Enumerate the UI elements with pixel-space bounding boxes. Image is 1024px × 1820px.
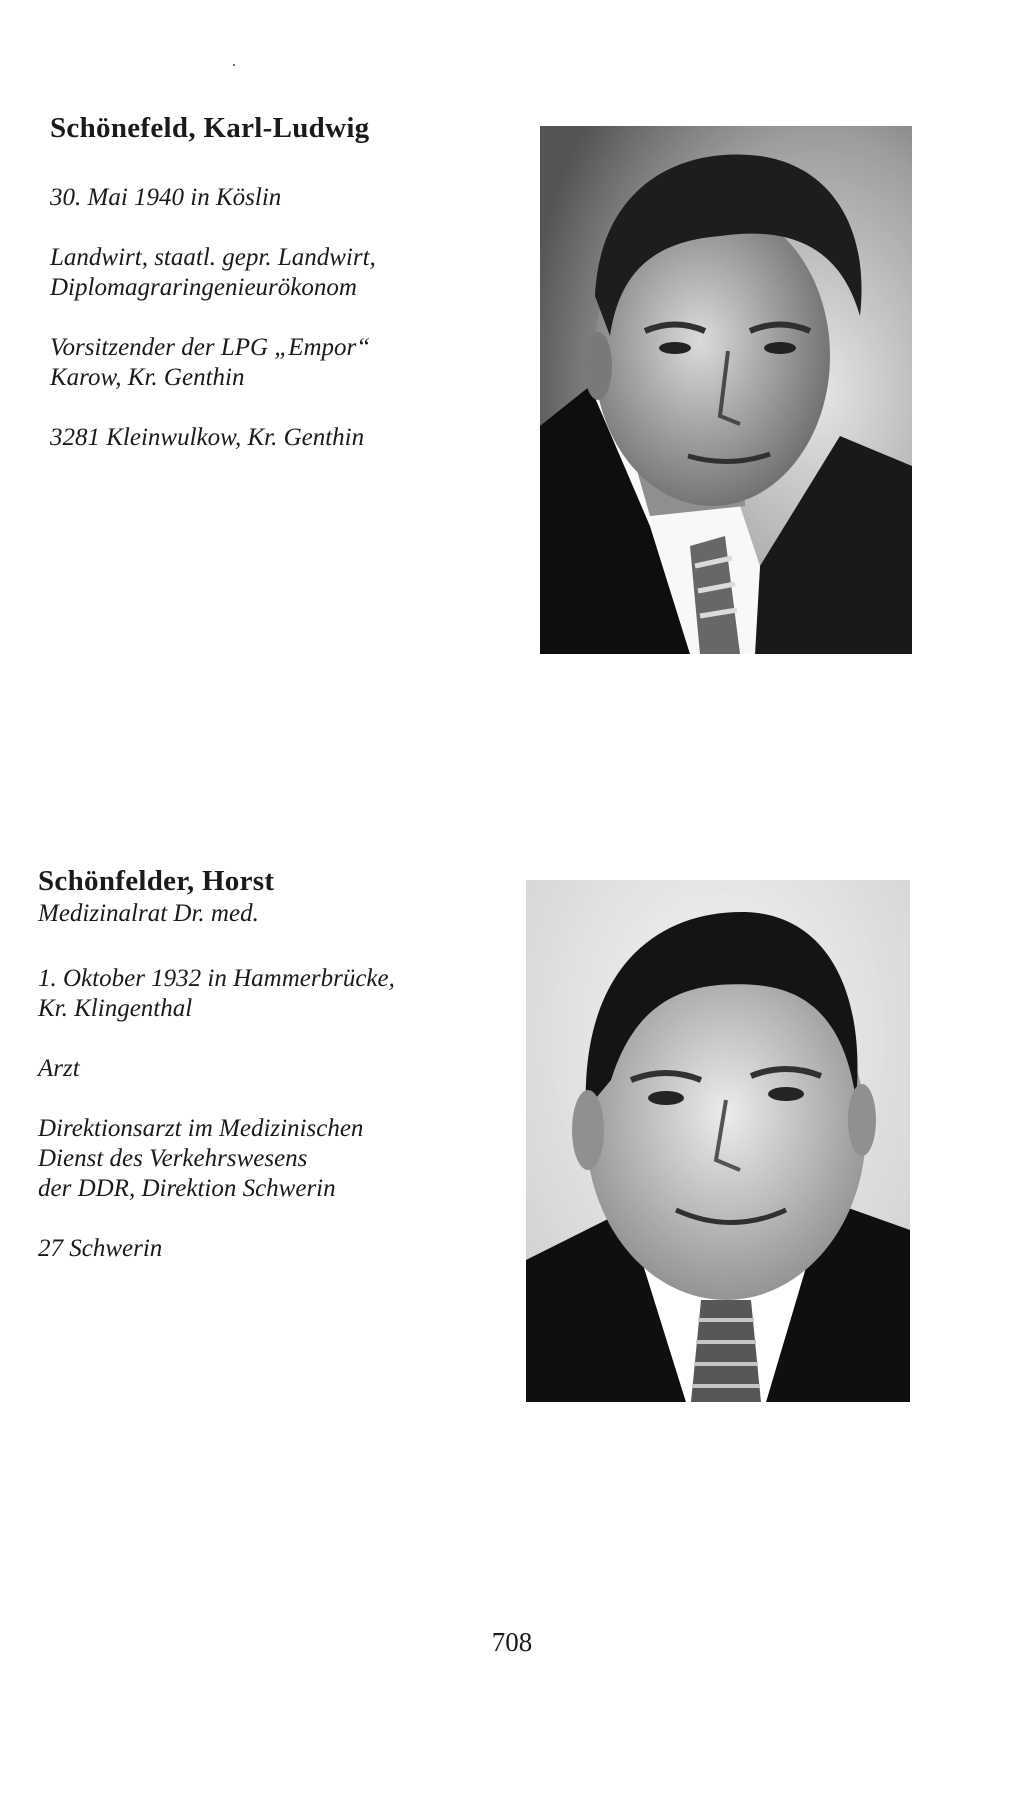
text-line: Direktionsarzt im Medizinischen [38, 1115, 364, 1142]
entry-profession [50, 243, 450, 303]
text-line: Landwirt, staatl. gepr. Landwirt, [50, 244, 376, 271]
portrait-photo-schoenfelder [526, 880, 910, 1402]
entry-title: Medizinalrat Dr. med. [38, 900, 259, 927]
text-line: 1. Oktober 1932 in Hammerbrücke, [38, 965, 395, 992]
entry-position [38, 1114, 458, 1204]
entry-position [50, 333, 450, 393]
portrait-photo-schoenefeld [540, 126, 912, 654]
entry-profession: Arzt [38, 1055, 80, 1082]
entry-schoenefeld [50, 112, 450, 453]
entry-name: Schönfelder, Horst [38, 865, 275, 897]
entry-address: 27 Schwerin [38, 1235, 163, 1262]
text-line: der DDR, Direktion Schwerin [38, 1175, 336, 1202]
scan-speck [233, 64, 235, 66]
text-line: Vorsitzender der LPG „Empor“ [50, 334, 371, 361]
entry-birth [38, 964, 458, 1024]
page-number: 708 [491, 1627, 533, 1657]
entry-birth: 30. Mai 1940 in Köslin [50, 184, 282, 211]
text-line: Diplomagraringenieurökonom [50, 274, 357, 301]
text-line: Kr. Klingenthal [38, 995, 193, 1022]
text-line: Karow, Kr. Genthin [50, 364, 245, 391]
text-line: Dienst des Verkehrswesens [38, 1145, 308, 1172]
entry-schoenfelder [38, 865, 458, 1264]
entry-address: 3281 Kleinwulkow, Kr. Genthin [50, 424, 365, 451]
entry-name: Schönefeld, Karl-Ludwig [50, 112, 370, 144]
